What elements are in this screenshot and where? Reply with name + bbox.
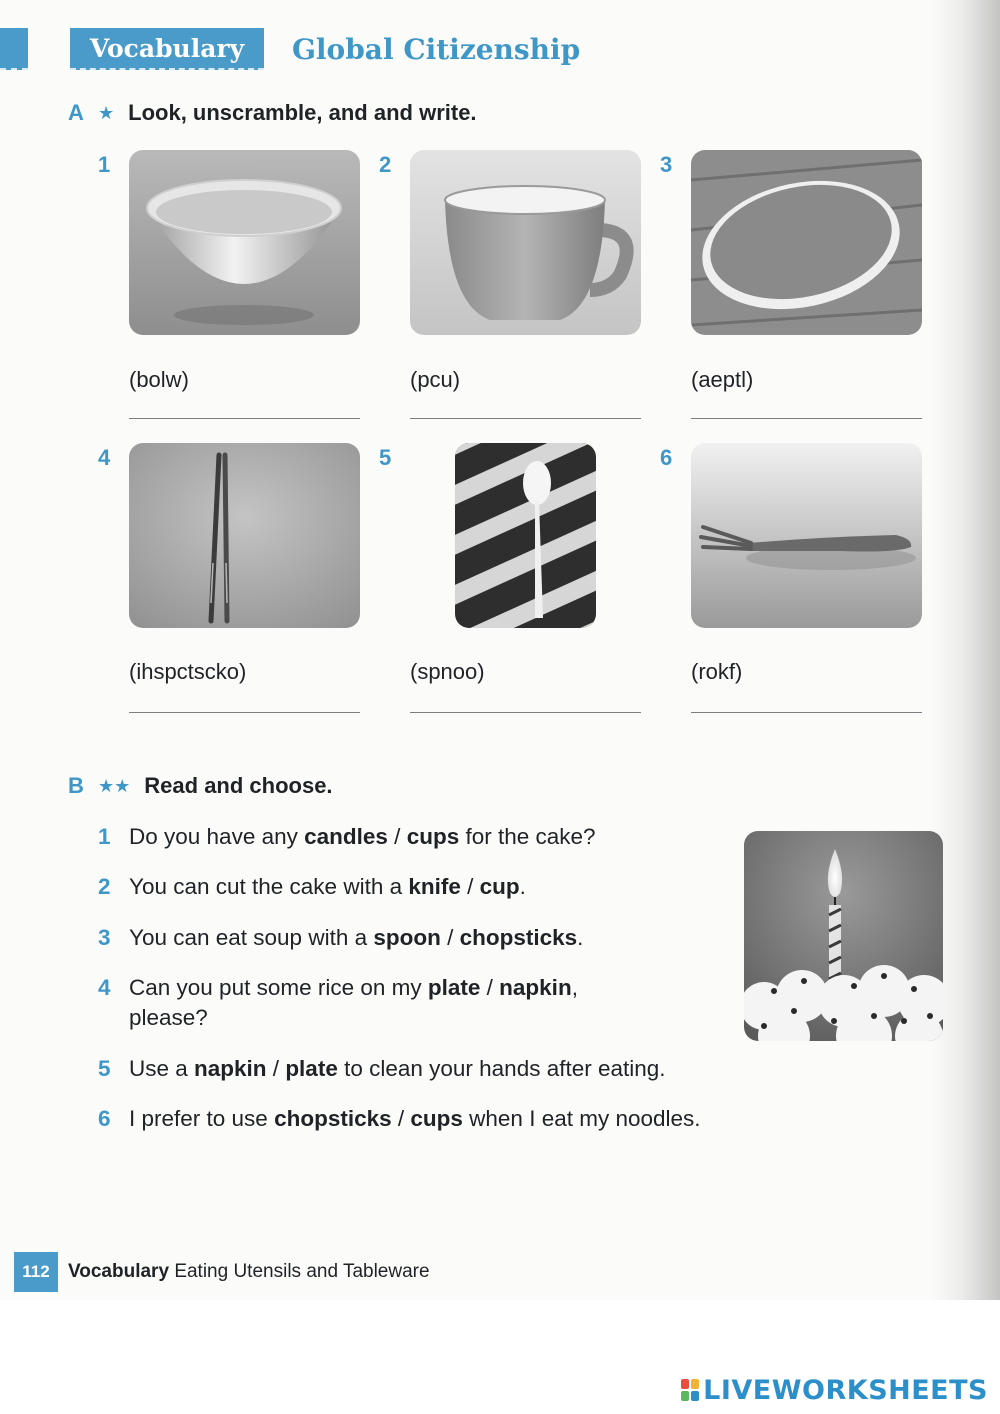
item-b6-number: 6 (98, 1106, 111, 1131)
item-a3-number: 3 (660, 152, 673, 177)
item-b4-option-1[interactable]: plate (427, 975, 481, 1000)
item-b5 (98, 1054, 666, 1084)
spoon-photo (455, 443, 596, 628)
item-b6-sentence: I prefer to use chopsticks / cups when I eat my noodles. (129, 1106, 701, 1131)
item-b1 (98, 822, 596, 852)
section-a-letter: A (68, 100, 84, 125)
item-a5-hint: (spnoo) (410, 659, 485, 684)
page-number: 112 (14, 1252, 58, 1292)
item-b5-option-1[interactable]: napkin (194, 1056, 267, 1081)
item-b2-number: 2 (98, 874, 111, 899)
page-title: Global Citizenship (292, 32, 581, 66)
section-a-heading (68, 100, 477, 126)
item-b4-option-2[interactable]: napkin (499, 975, 572, 1000)
section-a-instruction: Look, unscramble, and and write. (128, 100, 477, 125)
brand-name: LIVEWORKSHEETS (703, 1374, 988, 1406)
item-b4-number: 4 (98, 975, 111, 1000)
item-b3-sentence: You can eat soup with a spoon / chopsticks. (129, 925, 584, 950)
item-a6-number: 6 (660, 445, 673, 470)
item-a5-answer-line[interactable] (410, 712, 641, 713)
item-b3-option-2[interactable]: chopsticks (459, 925, 578, 950)
cup-photo (410, 150, 641, 335)
item-b3-number: 3 (98, 925, 111, 950)
liveworksheets-logo (681, 1374, 988, 1406)
vocabulary-tab: Vocabulary (70, 28, 264, 70)
item-b4-sentence: Can you put some rice on my plate / napkin, please? (129, 975, 578, 1030)
section-b-instruction: Read and choose. (144, 773, 333, 798)
item-b5-sentence: Use a napkin / plate to clean your hands after eating. (129, 1056, 666, 1081)
item-a6-hint: (rokf) (691, 659, 743, 684)
item-a3-answer-line[interactable] (691, 418, 922, 419)
fork-photo (691, 443, 922, 628)
item-a1-number: 1 (98, 152, 111, 177)
section-a-stars: ★ (98, 102, 115, 123)
item-b4 (98, 973, 578, 1033)
item-a2-number: 2 (379, 152, 392, 177)
footer-topic: Eating Utensils and Tableware (174, 1261, 430, 1282)
item-b5-option-2[interactable]: plate (285, 1056, 338, 1081)
item-b6-option-1[interactable]: chopsticks (274, 1106, 392, 1131)
footer-section: Vocabulary (68, 1261, 170, 1282)
footer-label (68, 1261, 430, 1283)
item-b3 (98, 923, 583, 953)
item-b1-option-1[interactable]: candles (304, 824, 388, 849)
item-a4-number: 4 (98, 445, 111, 470)
section-b-heading (68, 773, 333, 799)
item-a2-hint: (pcu) (410, 367, 461, 392)
item-a6-answer-line[interactable] (691, 712, 922, 713)
item-a1-hint: (bolw) (129, 367, 189, 392)
item-b6-option-2[interactable]: cups (410, 1106, 463, 1131)
header-left-tab (0, 28, 28, 70)
item-a4-answer-line[interactable] (129, 712, 360, 713)
item-a4-hint: (ihspctscko) (129, 659, 247, 684)
chopsticks-photo (129, 443, 360, 628)
item-b5-number: 5 (98, 1056, 111, 1081)
item-b1-number: 1 (98, 824, 111, 849)
item-b6 (98, 1104, 701, 1134)
item-b1-option-2[interactable]: cups (406, 824, 460, 849)
item-b1-sentence: Do you have any candles / cups for the cake? (129, 824, 596, 849)
liveworksheets-icon (681, 1379, 699, 1401)
item-b2-option-2[interactable]: cup (479, 874, 520, 899)
page-edge-shadow (930, 0, 1000, 1300)
item-b3-option-1[interactable]: spoon (373, 925, 441, 950)
item-a2-answer-line[interactable] (410, 418, 641, 419)
section-b-stars: ★★ (98, 775, 131, 796)
plate-photo (691, 150, 922, 335)
item-b2-sentence: You can cut the cake with a knife / cup. (129, 874, 526, 899)
item-b2 (98, 872, 526, 902)
item-a3-hint: (aeptl) (691, 367, 754, 392)
section-b-letter: B (68, 773, 84, 798)
birthday-candle-photo (744, 831, 943, 1041)
item-a5-number: 5 (379, 445, 392, 470)
item-b2-option-1[interactable]: knife (408, 874, 461, 899)
bowl-photo (129, 150, 360, 335)
item-a1-answer-line[interactable] (129, 418, 360, 419)
